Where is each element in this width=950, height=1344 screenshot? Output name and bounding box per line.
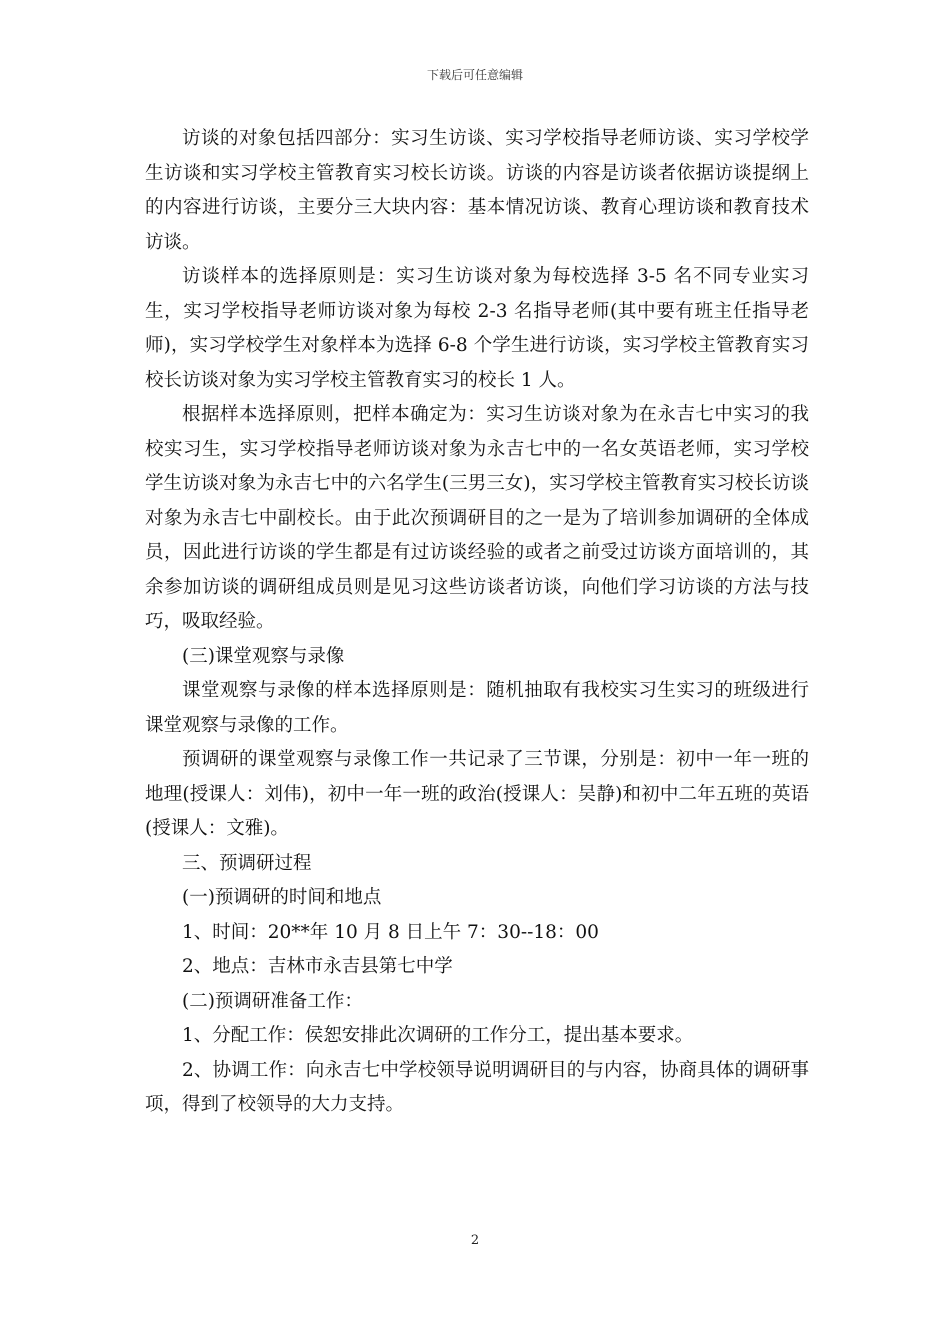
paragraph-observation-principle: 课堂观察与录像的样本选择原则是：随机抽取有我校实习生实习的班级进行课堂观察与录像的工作。 xyxy=(145,680,809,736)
paragraph-sample-determination: 根据样本选择原则，把样本确定为：实习生访谈对象为在永吉七中实习的我校实习生，实习学校指导老师访谈对象为永吉七中的一名女英语老师，实习学校学生访谈对象为永吉七中的六名学生(三男三女)，实习学校主管教育实习校长访谈对象为永吉七中副校长。由于此次预调研目的之一是为了培训参加调研的全体成员，因此进行访谈的学生都是有过访谈经验的或者之前受过访谈方面培训的，其余参加访谈的调研组成员则是见习这些访谈者访谈，向他们学习访谈的方法与技巧，吸取经验。 xyxy=(145,404,809,632)
list-item-time: 1、时间：20**年 10 月 8 日上午 7：30--18：00 xyxy=(182,921,599,943)
page-header: 下载后可任意编辑 xyxy=(426,68,523,82)
paragraph-sampling-principles: 访谈样本的选择原则是：实习生访谈对象为每校选择 3-5 名不同专业实习生，实习学校指导老师访谈对象为每校 2-3 名指导老师(其中要有班主任指导老师)，实习学校学生对象样本为选择 6-8 个学生进行访谈，实习学校主管教育实习校长访谈对象为实习学校主管教育实习的校长 1 人。 xyxy=(145,266,809,391)
paragraph-interview-targets: 访谈的对象包括四部分：实习生访谈、实习学校指导老师访谈、实习学校学生访谈和实习学校主管教育实习校长访谈。访谈的内容是访谈者依据访谈提纲上的内容进行访谈，主要分三大块内容：基本情况访谈、教育心理访谈和教育技术访谈。 xyxy=(145,128,809,253)
document-body xyxy=(145,122,809,1123)
paragraph-observation-records: 预调研的课堂观察与录像工作一共记录了三节课，分别是：初中一年一班的地理(授课人：刘伟)，初中一年一班的政治(授课人：吴静)和初中二年五班的英语(授课人：文雅)。 xyxy=(145,749,809,839)
subheading-time-place: (一)预调研的时间和地点 xyxy=(182,887,382,908)
subheading-preparation: (二)预调研准备工作： xyxy=(182,990,363,1012)
page-number: 2 xyxy=(470,1233,480,1248)
section-heading-classroom-observation: (三)课堂观察与录像 xyxy=(182,645,345,667)
list-item-coordination: 2、协调工作：向永吉七中学校领导说明调研目的与内容，协商具体的调研事项，得到了校领导的大力支持。 xyxy=(145,1059,809,1115)
list-item-assignment: 1、分配工作：侯恕安排此次调研的工作分工，提出基本要求。 xyxy=(182,1025,694,1046)
section-heading-process: 三、预调研过程 xyxy=(182,852,312,874)
list-item-place: 2、地点：吉林市永吉县第七中学 xyxy=(182,956,453,977)
